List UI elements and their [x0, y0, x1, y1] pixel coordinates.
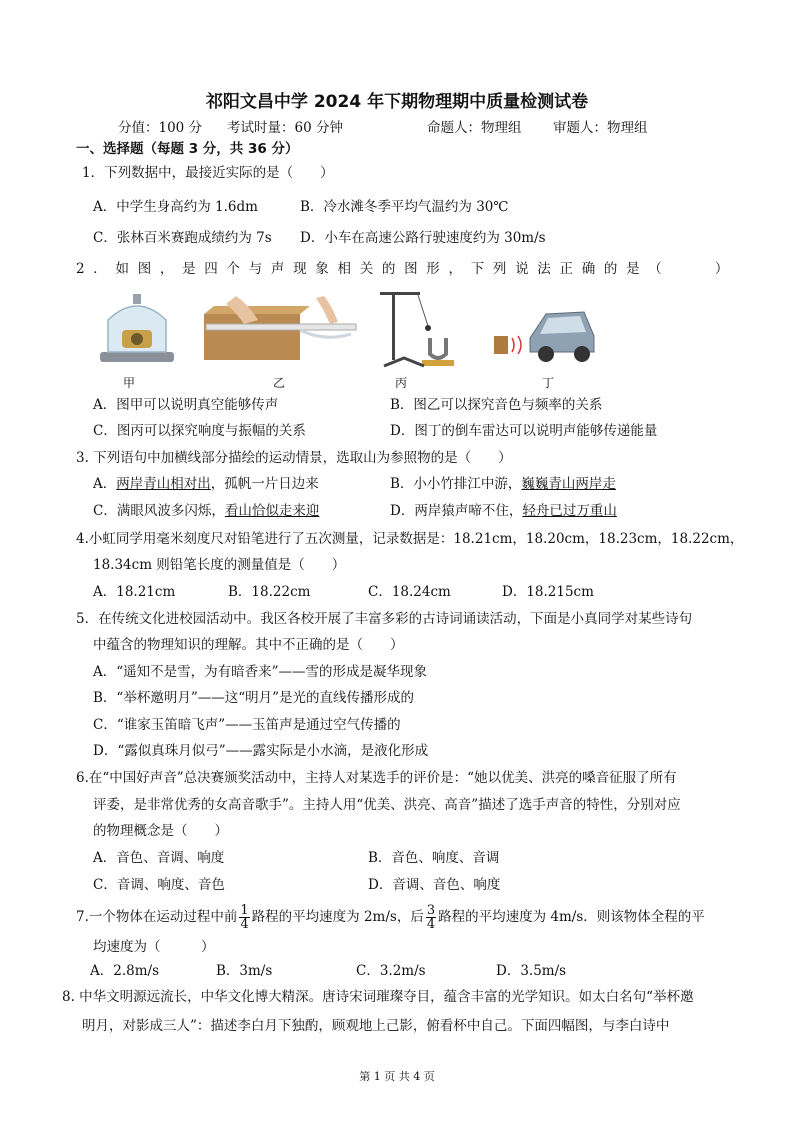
section-heading: 一、选择题（每题 3 分，共 36 分）: [76, 141, 299, 157]
q6-option-d: D．音调、音色、响度: [368, 877, 501, 893]
q6-line2: 评委，是非常优秀的女高音歌手”。主持人用“优美、洪亮、高音”描述了选手声音的特性，分别对应: [93, 797, 681, 813]
q1-stem: 1．下列数据中，最接近实际的是（ ）: [82, 165, 334, 181]
q4-line1: 4.小虹同学用毫米刻度尺对铅笔进行了五次测量，记录数据是：18.21cm，18.20cm，18.23cm，18.22cm，: [76, 531, 744, 547]
q5-option-c: C．“谁家玉笛暗飞声”——玉笛声是通过空气传播的: [93, 717, 401, 733]
q1-option-c: C．张林百米赛跑成绩约为 7s: [93, 230, 272, 246]
q3-option-d: D．两岸猿声啼不住，轻舟已过万重山: [390, 503, 617, 519]
q3-option-a: A．两岸青山相对出，孤帆一片日边来: [93, 476, 319, 492]
q6-option-a: A．音色、音调、响度: [93, 850, 225, 866]
score-info: 分值：100 分: [118, 120, 203, 136]
q5-line2: 中蕴含的物理知识的理解。其中不正确的是（ ）: [93, 637, 404, 653]
q4-option-b: B．18.22cm: [228, 584, 311, 600]
q4-option-c: C．18.24cm: [368, 584, 451, 600]
tuning-fork-figure: [374, 288, 454, 370]
q5-line1: 5．在传统文化进校园活动中。我区各校开展了丰富多彩的古诗词诵读活动，下面是小真同学对某些诗句: [76, 611, 693, 627]
q1-option-a: A．中学生身高约为 1.6dm: [93, 199, 258, 215]
reversing-car-figure: [490, 300, 596, 366]
time-info: 考试时量：60 分钟: [227, 120, 343, 136]
q3-stem: 3. 下列语句中加横线部分描绘的运动情景，选取山为参照物的是（ ）: [76, 450, 512, 466]
q7-option-b: B．3m/s: [216, 963, 273, 979]
q2-option-a: A．图甲可以说明真空能够传声: [93, 397, 279, 413]
q2-option-b: B．图乙可以探究音色与频率的关系: [390, 397, 603, 413]
fraction-one-quarter: $\frac{1}{4}$: [240, 903, 249, 932]
q2-option-d: D．图丁的倒车雷达可以说明声能够传递能量: [390, 423, 658, 439]
q5-option-b: B．“举杯邀明月”——这“明月”是光的直线传播形成的: [93, 690, 415, 706]
q3-option-b: B．小小竹排江中游，巍巍青山两岸走: [390, 476, 616, 492]
reviewer-info: 审题人：物理组: [553, 120, 648, 136]
q8-line1: 8. 中华文明源远流长，中华文化博大精深。唐诗宋词璀璨夺目，蕴含丰富的光学知识。如太白名句“举杯邀: [62, 989, 694, 1005]
q6-line1: 6.在“中国好声音”总决赛颁奖活动中，主持人对某选手的评价是：“她以优美、洪亮的嗓音征服了所有: [76, 770, 677, 786]
q7-option-a: A．2.8m/s: [90, 963, 159, 979]
figure-label-bing: 丙: [395, 376, 408, 390]
q2-stem: 2．如图，是四个与声现象相关的图形，下列说法正确的是（ ）: [76, 261, 738, 277]
figure-label-jia: 甲: [123, 376, 136, 390]
figure-label-ding: 丁: [542, 376, 555, 390]
ruler-figure: [196, 290, 358, 370]
bell-jar-figure: [96, 290, 178, 370]
q7-line2: 均速度为（ ）: [93, 939, 215, 955]
q7-option-d: D．3.5m/s: [496, 963, 567, 979]
q6-option-c: C．音调、响度、音色: [93, 877, 225, 893]
q7-option-c: C．3.2m/s: [356, 963, 426, 979]
q4-option-a: A．18.21cm: [93, 584, 176, 600]
q6-option-b: B．音色、响度、音调: [368, 850, 500, 866]
q5-option-a: A．“遥知不是雪，为有暗香来”——雪的形成是凝华现象: [93, 664, 428, 680]
q6-line3: 的物理概念是（ ）: [93, 823, 228, 839]
q4-line2: 18.34cm 则铅笔长度的测量值是（ ）: [93, 557, 346, 573]
q7-line1: 7.一个物体在运动过程中前 $\frac{1}{4}$ 路程的平均速度为 2m/s，后 $\frac{3}{4}$ 路程的平均速度为 4m/s．则该物体全程的平: [76, 903, 705, 932]
fraction-three-quarters: $\frac{3}{4}$: [426, 903, 436, 932]
q4-option-d: D．18.215cm: [502, 584, 594, 600]
page-title: 祁阳文昌中学 2024 年下期物理期中质量检测试卷: [205, 92, 589, 112]
figure-label-yi: 乙: [273, 376, 286, 390]
q2-option-c: C．图丙可以探究响度与振幅的关系: [93, 423, 306, 439]
setter-info: 命题人：物理组: [427, 120, 522, 136]
q1-option-b: B．冷水滩冬季平均气温约为 30℃: [300, 199, 509, 215]
q8-line2: 明月，对影成三人”：描述李白月下独酌，顾观地上己影，俯看杯中自己。下面四幅图，与李白诗中: [82, 1018, 670, 1034]
page-footer: 第 1 页 共 4 页: [359, 1070, 435, 1083]
q3-option-c: C．满眼风波多闪烁，看山恰似走来迎: [93, 503, 320, 519]
q1-option-d: D．小车在高速公路行驶速度约为 30m/s: [300, 230, 546, 246]
q5-option-d: D．“露似真珠月似弓”——露实际是小水滴，是液化形成: [93, 743, 429, 759]
